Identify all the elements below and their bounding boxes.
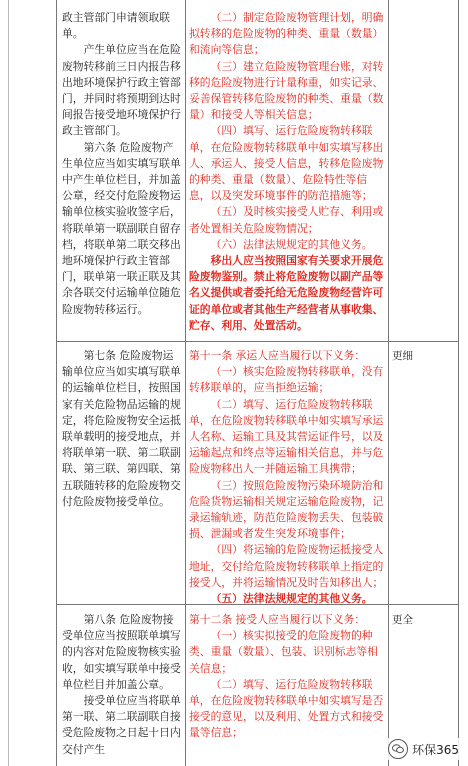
- row3-new-provision: [189, 612, 385, 742]
- row2-new-para: （四）将运输的危险废物运抵接受人地址，交付给危险废物转移联单上指定的接受人，并将运输情况及时告知移出人；: [189, 543, 384, 589]
- watermark-text: 环保365: [412, 742, 459, 757]
- row1-new-para: （二）制定危险废物管理计划，明确拟转移的危险废物的种类、重量（数量）和流向等信息；: [189, 11, 384, 57]
- row3-new-heading: 第十二条 接受人应当履行以下义务：: [189, 613, 366, 626]
- wechat-logo-icon: [388, 739, 408, 759]
- row3-note: 更全: [392, 614, 413, 626]
- table-border-left: [56, 0, 57, 766]
- row3-new-para: （二）填写、运行危险废物转移联单，在危险废物转移联单中如实填写是否接受的意见，以及利用、处置方式和接受量等信息；: [189, 677, 384, 740]
- row1-new-para: （三）建立危险废物管理台账，对转移的危险废物进行计量称重，如实记录、妥善保管转移危险废物的种类、重量（数量）和接受人等相关信息；: [189, 59, 384, 122]
- column-divider-1: [185, 0, 186, 766]
- row3-old-para: 接受单位应当将联单第一联、第二联副联自接受危险废物之日起十日内交付产生: [62, 694, 181, 756]
- row-divider-1: [56, 341, 459, 342]
- row1-new-para: （四）填写、运行危险废物转移联单，在危险废物转移联单中如实填写移出人、承运人、接受人信息，转移危险废物的种类、重量（数量）、危险特性等信息，以及突发环境事件的防范措施等；: [189, 124, 384, 203]
- row1-new-para: （五）及时核实接受人贮存、利用或者处置相关危险废物情况；: [189, 205, 384, 235]
- row3-old-provision: [62, 612, 184, 758]
- row1-new-para-emphasis: 移出人应当按照国家有关要求开展危险废物鉴别。禁止将危险废物以副产品等名义提供或者委托给无危险废物经营许可证的单位或者其他生产经营者从事收集、贮存、利用、处置活动。: [189, 254, 384, 332]
- row2-new-heading: 第十一条 承运人应当履行以下义务：: [189, 349, 366, 362]
- row1-old-para: 产生单位应当在危险废物转移前三日内报告移出地环境保护行政主管部门，并同时将预期到达时间报告接受地环境保护行政主管部门。: [62, 43, 181, 138]
- row1-new-para: （六）法律法规规定的其他义务。: [210, 237, 373, 251]
- watermark: [385, 738, 462, 760]
- row2-new-para: （三）按照危险废物污染环境防治和危险货物运输相关规定运输危险废物，记录运输轨迹，防范危险废物丢失、包装破损、泄漏或者发生突发环境事件；: [189, 478, 384, 541]
- row1-old-provision: [62, 10, 184, 318]
- row2-new-para: （一）核实危险废物转移联单，没有转移联单的，应当拒绝运输；: [189, 365, 384, 395]
- row2-new-para: （二）填写、运行危险废物转移联单，在危险废物转移联单中如实填写承运人名称、运输工具及其营运证件号，以及运输起点和终点等运输相关信息，并与危险废物移出人一并随运输工具携带；: [189, 397, 384, 476]
- column-divider-2: [388, 0, 389, 766]
- row2-new-provision: [189, 348, 385, 607]
- row3-old-para: 第八条 危险废物接受单位应当按照联单填写的内容对危险废物核实验收，如实填写联单中接受单位栏目并加盖公章。: [62, 613, 181, 691]
- row1-old-para: 第六条 危险废物产生单位应当如实填写联单中产生单位栏目，并加盖公章，经交付危险废物运输单位核实验收签字后，将联单第一联副联自留存档，将联单第二联交移出地环境保护行政主管部门，联单第一联正联及其余各联交付运输单位随危险废物转移运行。: [62, 140, 181, 316]
- row1-new-provision: [189, 10, 385, 334]
- page-left-edge: [8, 0, 9, 766]
- row2-new-para-emphasis: （五）法律法规规定的其他义务。: [210, 592, 373, 606]
- table-border-right: [458, 0, 459, 766]
- row2-note: 更细: [392, 350, 413, 362]
- row3-new-para: （一）核实拟接受的危险废物的种类、重量（数量）、包装、识别标志等相关信息；: [189, 629, 378, 675]
- row2-old-para: 第七条 危险废物运输单位应当如实填写联单的运输单位栏目，按照国家有关危险物品运输的规定，将危险废物安全运抵联单载明的接受地点，并将联单第一联、第二联副联、第三联、第四联、第五联随转移的危险废物交付危险废物接受单位。: [62, 349, 181, 508]
- row1-old-para: 政主管部门申请领取联单。: [62, 11, 170, 41]
- row2-old-provision: [62, 348, 184, 510]
